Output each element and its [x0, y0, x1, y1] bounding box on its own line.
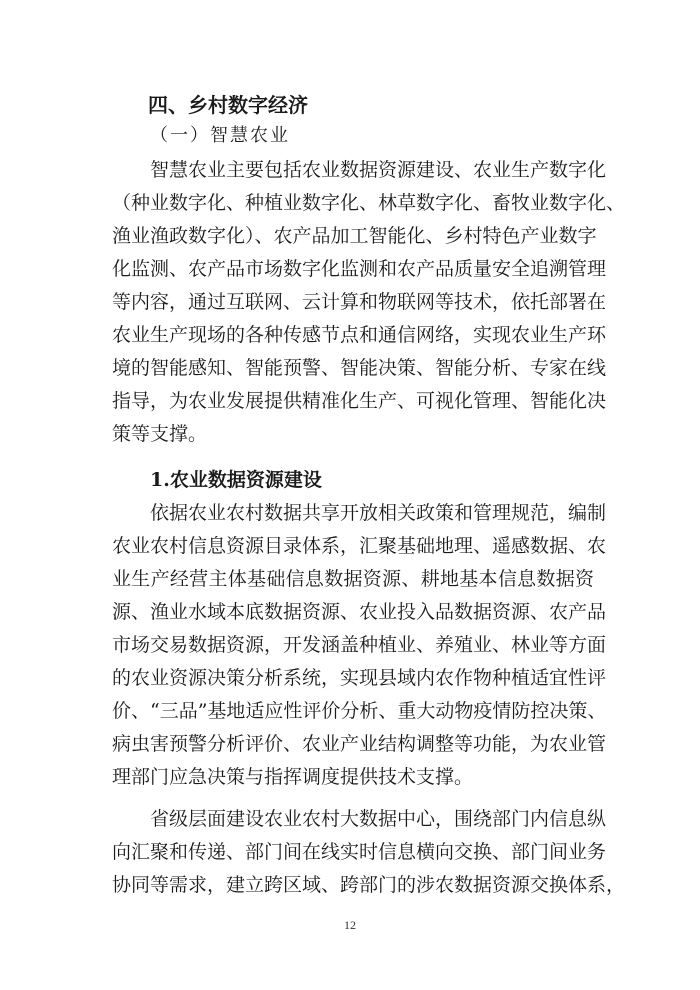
- text-line: 境的智能感知、智能预警、智能决策、智能分析、专家在线: [112, 357, 607, 379]
- text-line: 业生产经营主体基础信息数据资源、耕地基本信息数据资: [112, 568, 594, 590]
- text-line: 策等支撑。: [112, 423, 208, 445]
- text-line: 价、“三品”基地适应性评价分析、重大动物疫情防控决策、: [112, 700, 607, 722]
- text-line: （种业数字化、种植业数字化、林草数字化、畜牧业数字化、: [112, 192, 626, 214]
- text-line: 市场交易数据资源，开发涵盖种植业、养殖业、林业等方面: [112, 634, 607, 656]
- subsection-heading: （一）智慧农业: [150, 125, 290, 146]
- text-line: 渔业渔政数字化）、农产品加工智能化、乡村特色产业数字: [112, 225, 597, 247]
- text-line: 依据农业农村数据共享开放相关政策和管理规范，编制: [150, 502, 607, 524]
- text-line: 协同等需求，建立跨区域、跨部门的涉农数据资源交换体系，: [112, 874, 626, 896]
- text-line: 省级层面建设农业农村大数据中心，围绕部门内信息纵: [150, 808, 607, 830]
- section-heading: 四、乡村数字经济: [148, 93, 308, 117]
- text-line: 农业生产现场的各种传感节点和通信网络，实现农业生产环: [112, 324, 607, 346]
- text-line: 向汇聚和传递、部门间在线实时信息横向交换、部门间业务: [112, 841, 607, 863]
- text-line: 农业农村信息资源目录体系，汇聚基础地理、遥感数据、农: [112, 535, 607, 557]
- text-line: 等内容，通过互联网、云计算和物联网等技术，依托部署在: [112, 291, 607, 313]
- item-heading: 1.农业数据资源建设: [150, 469, 322, 491]
- text-line: 化监测、农产品市场数字化监测和农产品质量安全追溯管理: [112, 258, 607, 280]
- text-line: 源、渔业水域本底数据资源、农业投入品数据资源、农产品: [112, 601, 607, 623]
- text-line: 的农业资源决策分析系统，实现县域内农作物种植适宜性评: [112, 667, 607, 689]
- text-line: 智慧农业主要包括农业数据资源建设、农业生产数字化: [150, 159, 607, 181]
- text-line: 指导，为农业发展提供精准化生产、可视化管理、智能化决: [112, 390, 607, 412]
- text-line: 病虫害预警分析评价、农业产业结构调整等功能，为农业管: [112, 733, 607, 755]
- page-number: 12: [344, 918, 356, 932]
- text-line: 理部门应急决策与指挥调度提供技术支撑。: [112, 766, 474, 788]
